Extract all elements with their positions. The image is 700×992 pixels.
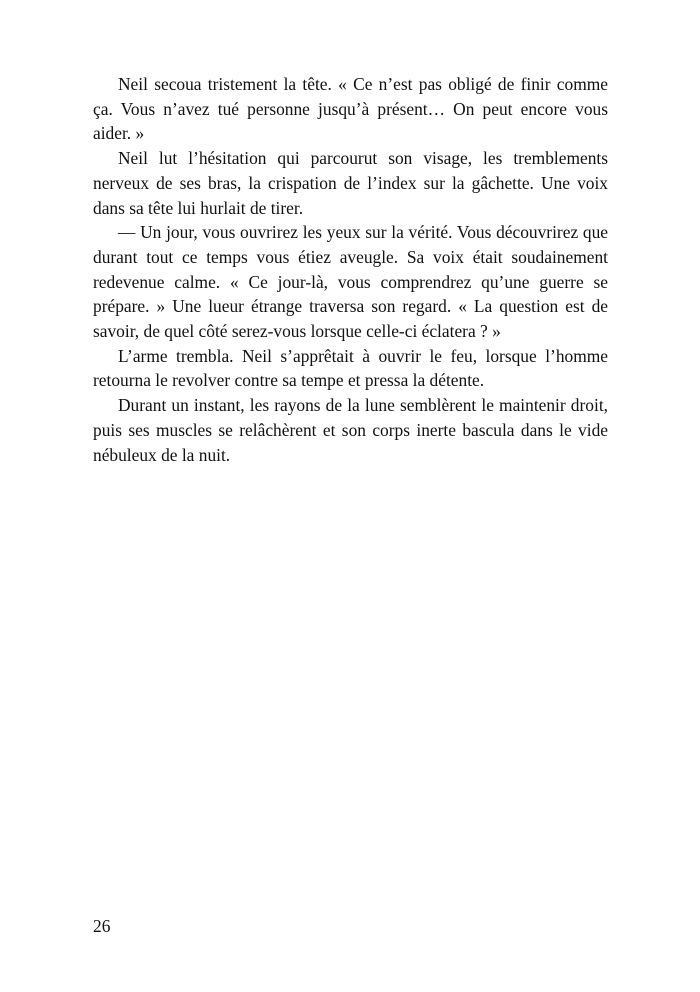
paragraph: Neil lut l’hésitation qui parcourut son visage, les tremblements nerveux de ses bras, la crispation de l’index sur la gâchette. Une voix dans sa tête lui hurlait de tirer. [93,148,608,218]
paragraph: L’arme trembla. Neil s’apprêtait à ouvrir le feu, lorsque l’homme retourna le revolver contre sa tempe et pressa la détente. [93,345,608,391]
paragraph: Neil secoua tristement la tête. « Ce n’est pas obligé de finir comme ça. Vous n’avez tué personne jusqu’à présent… On peut encore vous aider. » [93,74,608,144]
paragraph: Durant un instant, les rayons de la lune semblèrent le maintenir droit, puis ses muscles se relâchèrent et son corps inerte bascula dans le vide nébuleux de la nuit. [93,395,608,465]
page-number: 26 [93,916,111,936]
page-body [93,72,608,467]
paragraph: — Un jour, vous ouvrirez les yeux sur la vérité. Vous découvrirez que durant tout ce temps vous étiez aveugle. Sa voix était soudainement redevenue calme. « Ce jour-là, vous comprendrez qu’une guerre se prépare. » Une lueur étrange traversa son regard. « La question est de savoir, de quel côté serez-vous lorsque celle-ci éclatera ? » [93,222,608,342]
